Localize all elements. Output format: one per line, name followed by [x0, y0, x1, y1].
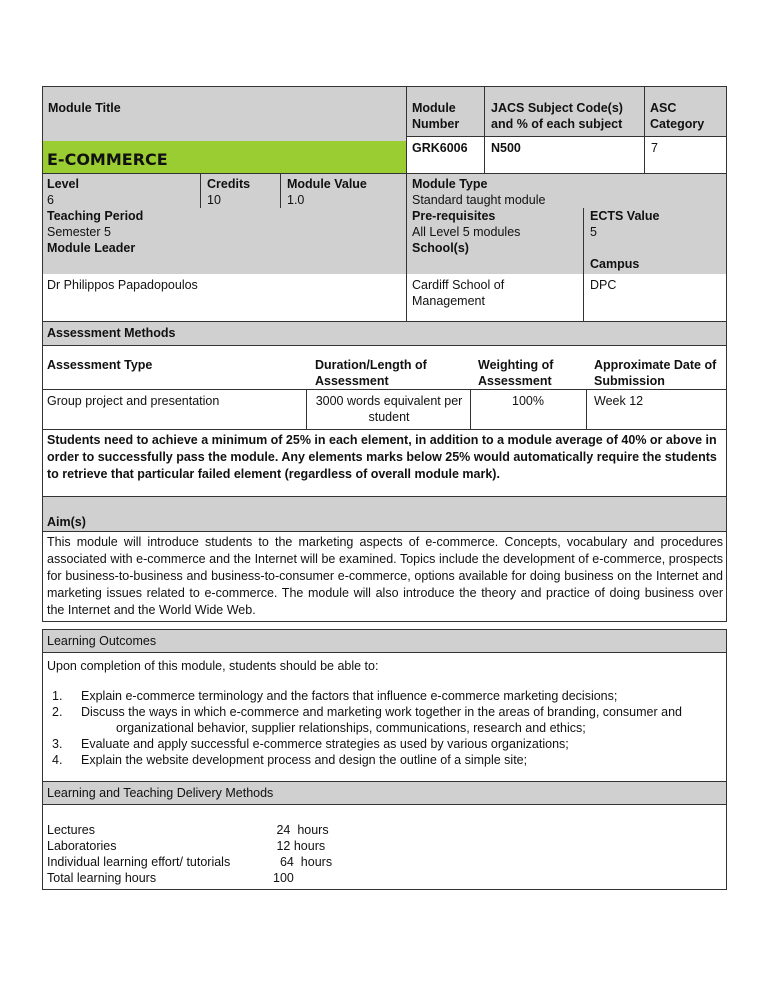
outcome-number: 2. — [52, 705, 63, 719]
module-number-value: GRK6006 — [412, 141, 468, 155]
outcome-text: Evaluate and apply successful e-commerce strategies as used by various organizations; — [81, 737, 569, 751]
school-value: Cardiff School of Management — [412, 278, 505, 308]
level-label: Level — [47, 177, 79, 191]
ects-label: ECTS Value — [590, 209, 660, 223]
delivery-row-name: Lectures — [47, 823, 95, 837]
outcome-number: 4. — [52, 753, 63, 767]
module-type-label: Module Type — [412, 177, 488, 191]
assessment-methods-label: Assessment Methods — [47, 326, 176, 340]
submission-cell: Week 12 — [594, 394, 644, 408]
jacs-value: N500 — [491, 141, 521, 155]
divider — [484, 86, 485, 173]
outcome-number: 1. — [52, 689, 63, 703]
divider — [406, 173, 407, 322]
module-value-label: Module Value — [287, 177, 367, 191]
aims-label: Aim(s) — [47, 515, 86, 529]
module-leader-value: Dr Philippos Papadopoulos — [47, 278, 198, 292]
delivery-row-name: Laboratories — [47, 839, 117, 853]
delivery-row-hours: 64 hours — [273, 855, 333, 869]
teaching-period-value: Semester 5 — [47, 225, 111, 239]
weighting-header: Weighting of Assessment — [478, 358, 554, 388]
asc-label: ASC Category — [650, 101, 705, 131]
module-value-value: 1.0 — [287, 193, 305, 207]
outcome-text-continued: organizational behavior, supplier relationships, communications, research and ethics; — [116, 721, 586, 735]
module-leader-label: Module Leader — [47, 241, 136, 255]
credits-label: Credits — [207, 177, 251, 191]
divider — [306, 389, 307, 430]
jacs-label: JACS Subject Code(s) and % of each subject — [491, 101, 623, 131]
weighting-cell: 100% — [512, 394, 544, 408]
delivery-row-hours: 100 — [273, 871, 294, 885]
submission-date-header: Approximate Date of Submission — [594, 358, 717, 388]
delivery-row-name: Total learning hours — [47, 871, 157, 885]
prerequisites-value: All Level 5 modules — [412, 225, 521, 239]
assessment-type-header: Assessment Type — [47, 358, 153, 372]
campus-label: Campus — [590, 257, 640, 271]
divider — [586, 389, 587, 430]
prerequisites-label: Pre-requisites — [412, 209, 496, 223]
campus-value: DPC — [590, 278, 617, 292]
outcome-text: Explain e-commerce terminology and the factors that influence e-commerce marketing decisions; — [81, 689, 618, 703]
module-number-label: Module Number — [412, 101, 460, 131]
duration-cell: 3000 words equivalent per student — [315, 394, 463, 424]
schools-label: School(s) — [412, 241, 469, 255]
delivery-row-hours: 24 hours — [273, 823, 329, 837]
outcome-text: Discuss the ways in which e-commerce and marketing work together in the areas of branding, consumer and — [81, 705, 682, 719]
delivery-methods-label: Learning and Teaching Delivery Methods — [47, 786, 274, 800]
teaching-period-label: Teaching Period — [47, 209, 144, 223]
module-type-value: Standard taught module — [412, 193, 546, 207]
duration-header: Duration/Length of Assessment — [315, 358, 427, 388]
outcome-text: Explain the website development process and design the outline of a simple site; — [81, 753, 528, 767]
delivery-row-name: Individual learning effort/ tutorials — [47, 855, 231, 869]
divider — [280, 173, 281, 208]
level-value: 6 — [47, 193, 54, 207]
ects-value: 5 — [590, 225, 597, 239]
divider — [200, 173, 201, 208]
divider — [583, 208, 584, 322]
divider — [406, 86, 407, 173]
module-title-value: E-COMMERCE — [47, 150, 168, 169]
delivery-row-hours: 12 hours — [273, 839, 326, 853]
divider — [644, 86, 645, 173]
module-title-label: Module Title — [48, 101, 121, 115]
asc-value: 7 — [651, 141, 658, 155]
learning-outcomes-label: Learning Outcomes — [47, 634, 157, 648]
assessment-note: Students need to achieve a minimum of 25% in each element, in addition to a module average of 40% or above in order to successfully pass the module. Any elements marks below 25% would automatically require the students to retrieve that particular failed element (regardless of overall module mark). — [47, 433, 717, 481]
divider — [406, 136, 727, 137]
credits-value: 10 — [207, 193, 221, 207]
outcome-number: 3. — [52, 737, 63, 751]
aims-header — [42, 496, 727, 532]
aims-text: This module will introduce students to the marketing aspects of e-commerce. Concepts, vocabulary and procedures associated with e-commerce and the Internet will be examined. Topics include the development of e-commerce, prospects for business-to-business and business-to-consumer e-commerce, options available for doing business on the Internet and marketing issues related to e-commerce. The module will also introduce the theory and practice of doing business over the Internet and the World Wide Web. — [47, 535, 723, 617]
assessment-type-cell: Group project and presentation — [47, 394, 220, 408]
divider — [42, 389, 727, 390]
learning-outcomes-intro: Upon completion of this module, students should be able to: — [47, 659, 379, 673]
